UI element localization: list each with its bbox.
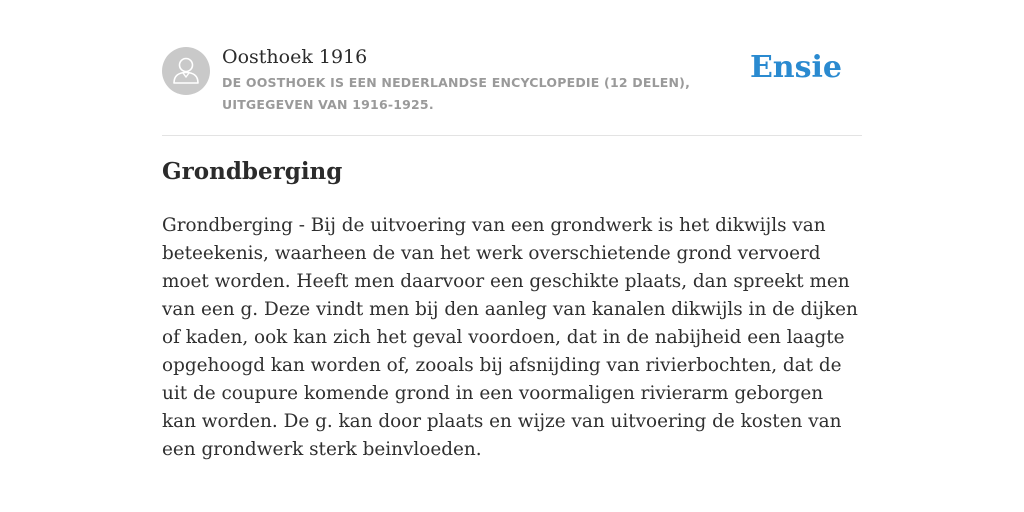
- ensie-logo[interactable]: Ensie: [749, 50, 842, 85]
- user-avatar-icon: [162, 47, 210, 95]
- person-outline-icon: [162, 47, 210, 95]
- article-term: Grondberging: [162, 158, 343, 185]
- source-description: DE OOSTHOEK IS EEN NEDERLANDSE ENCYCLOPEDIE (12 DELEN), UITGEGEVEN VAN 1916-1925.: [222, 75, 691, 112]
- source-header: [162, 44, 862, 136]
- source-title[interactable]: Oosthoek 1916: [222, 46, 368, 68]
- article-body: Grondberging - Bij de uitvoering van een grondwerk is het dikwijls van beteekenis, waarheen de van het werk overschietende grond vervoerd moet worden. Heeft men daarvoor een geschikte plaats, dan spreekt men van een g. Deze vindt men bij den aanleg van kanalen dikwijls in de dijken of kaden, ook kan zich het geval voordoen, dat in de nabijheid een laagte opgehoogd kan worden of, zooals bij afsnijding van rivierbochten, dat de uit de coupure komende grond in een voormaligen rivierarm geborgen kan worden. De g. kan door plaats en wijze van uitvoering de kosten van een grondwerk sterk beinvloeden.: [162, 215, 858, 460]
